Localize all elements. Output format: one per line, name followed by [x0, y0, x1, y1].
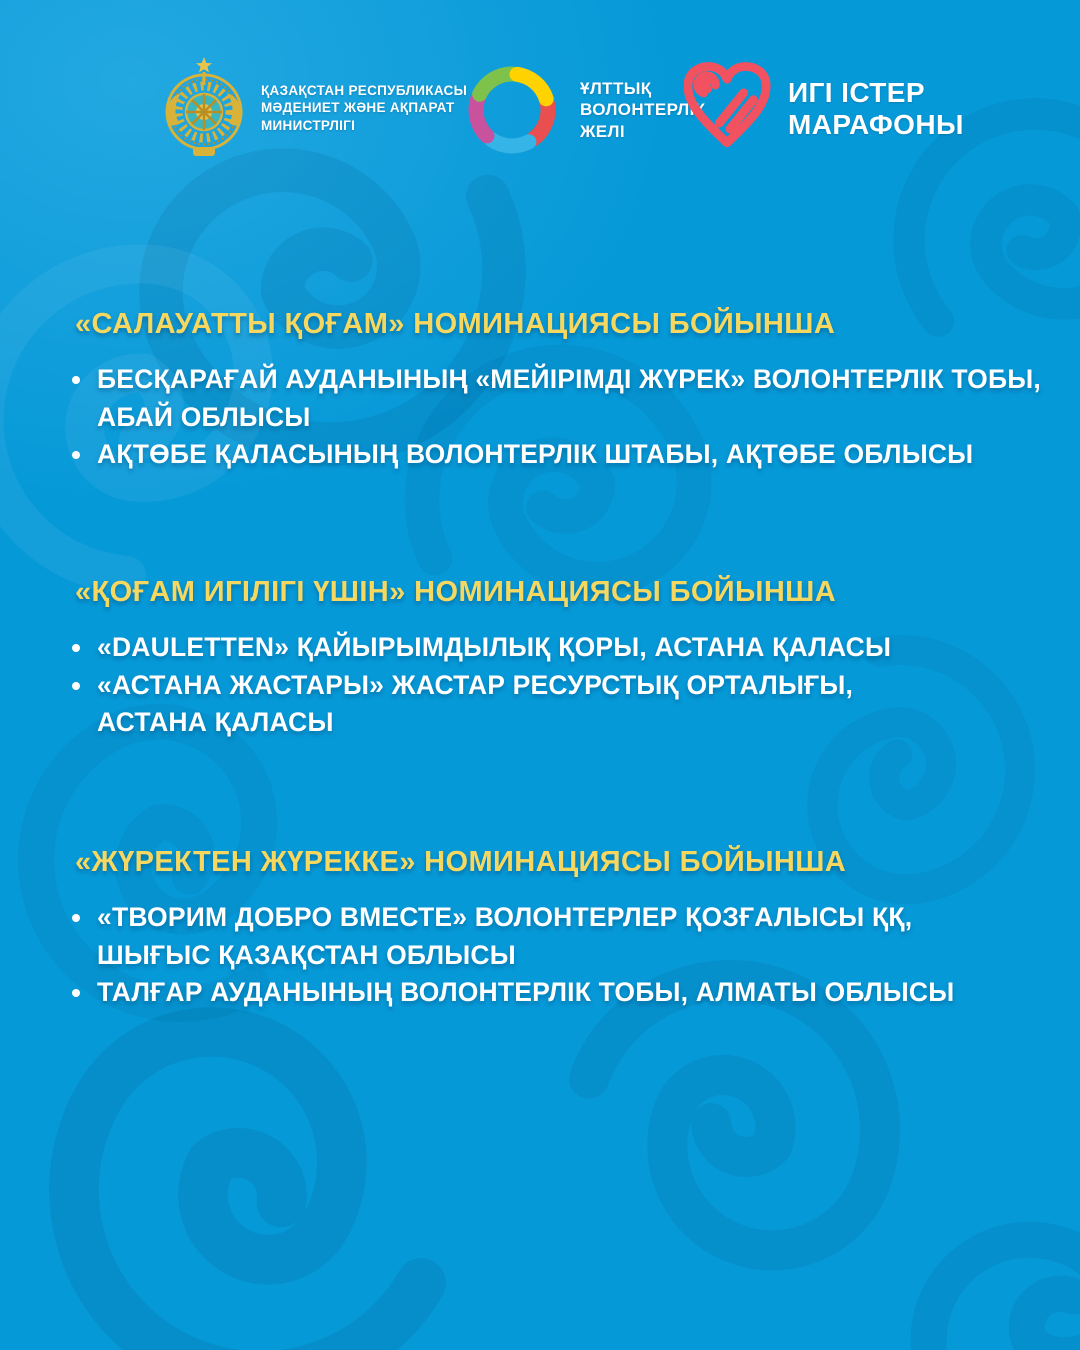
section-list — [0, 899, 1080, 1012]
ministry-logo-group — [163, 55, 467, 161]
nomination-section — [0, 845, 1080, 1012]
list-item — [72, 629, 1040, 667]
header — [0, 0, 1080, 200]
list-item — [72, 361, 1040, 436]
section-heading: «САЛАУАТТЫ ҚОҒАМ» НОМИНАЦИЯСЫ БОЙЫНША — [75, 308, 836, 340]
volunteer-network-logo-group — [462, 60, 706, 160]
bullet-dot-icon — [72, 682, 80, 690]
network-name-line3: ЖЕЛІ — [580, 121, 625, 141]
list-item-text: АСТАНА ҚАЛАСЫ — [97, 707, 334, 737]
ministry-name-line3: МИНИСТРЛІГІ — [261, 117, 356, 133]
list-item — [72, 667, 1040, 742]
list-item — [72, 436, 1040, 474]
bullet-dot-icon — [72, 451, 80, 459]
nomination-section — [0, 575, 1080, 742]
section-list — [0, 361, 1080, 474]
section-heading: «ЖҮРЕКТЕН ЖҮРЕККЕ» НОМИНАЦИЯСЫ БОЙЫНША — [75, 846, 847, 878]
list-item — [72, 899, 1040, 974]
ministry-name — [261, 82, 467, 135]
bullet-dot-icon — [72, 914, 80, 922]
network-name-line2: ВОЛОНТЕРЛІК — [580, 100, 706, 120]
bullet-dot-icon — [72, 952, 80, 960]
list-item-text: ТАЛҒАР АУДАНЫНЫҢ ВОЛОНТЕРЛІК ТОБЫ, АЛМАТЫ ОБЛЫСЫ — [97, 977, 955, 1007]
list-item-text: «DAULETTEN» ҚАЙЫРЫМДЫЛЫҚ ҚОРЫ, АСТАНА ҚАЛАСЫ — [97, 632, 892, 662]
bullet-dot-icon — [72, 414, 80, 422]
list-item-text: АБАЙ ОБЛЫСЫ — [97, 401, 311, 432]
marathon-logo-group — [684, 62, 964, 156]
bullet-dot-icon — [72, 376, 80, 384]
nomination-section — [0, 307, 1080, 474]
ministry-name-line1: ҚАЗАҚСТАН РЕСПУБЛИКАСЫ — [261, 82, 468, 98]
ministry-name-line2: МӘДЕНИЕТ ЖӘНЕ АҚПАРАТ — [261, 100, 455, 116]
bullet-dot-icon — [72, 719, 80, 727]
list-item-text: ШЫҒЫС ҚАЗАҚСТАН ОБЛЫСЫ — [97, 939, 516, 970]
bullet-dot-icon — [72, 644, 80, 652]
list-item — [72, 974, 1040, 1012]
marathon-name-line1: ИГІ ІСТЕР — [788, 77, 925, 108]
marathon-name — [788, 77, 964, 141]
list-item-text: «ТВОРИМ ДОБРО ВМЕСТЕ» ВОЛОНТЕРЛЕР ҚОЗҒАЛЫСЫ ҚҚ, — [97, 902, 913, 932]
kazakhstan-emblem-icon — [163, 55, 245, 161]
marathon-name-line2: МАРАФОНЫ — [788, 109, 964, 140]
section-heading: «ҚОҒАМ ИГІЛІГІ ҮШІН» НОМИНАЦИЯСЫ БОЙЫНША — [75, 576, 837, 608]
network-name-line1: ҰЛТТЫҚ — [580, 78, 652, 98]
list-item-text: «АСТАНА ЖАСТАРЫ» ЖАСТАР РЕСУРСТЫҚ ОРТАЛЫҒЫ, — [97, 669, 854, 700]
heart-line-icon — [684, 62, 772, 156]
bullet-dot-icon — [72, 989, 80, 997]
section-list — [0, 629, 1080, 742]
list-item-text: АҚТӨБЕ ҚАЛАСЫНЫҢ ВОЛОНТЕРЛІК ШТАБЫ, АҚТӨБЕ ОБЛЫСЫ — [97, 439, 974, 469]
volunteer-network-ring-icon — [462, 60, 562, 160]
list-item-text: БЕСҚАРАҒАЙ АУДАНЫНЫҢ «МЕЙІРІМДІ ЖҮРЕК» ВОЛОНТЕРЛІК ТОБЫ, — [97, 364, 1041, 394]
